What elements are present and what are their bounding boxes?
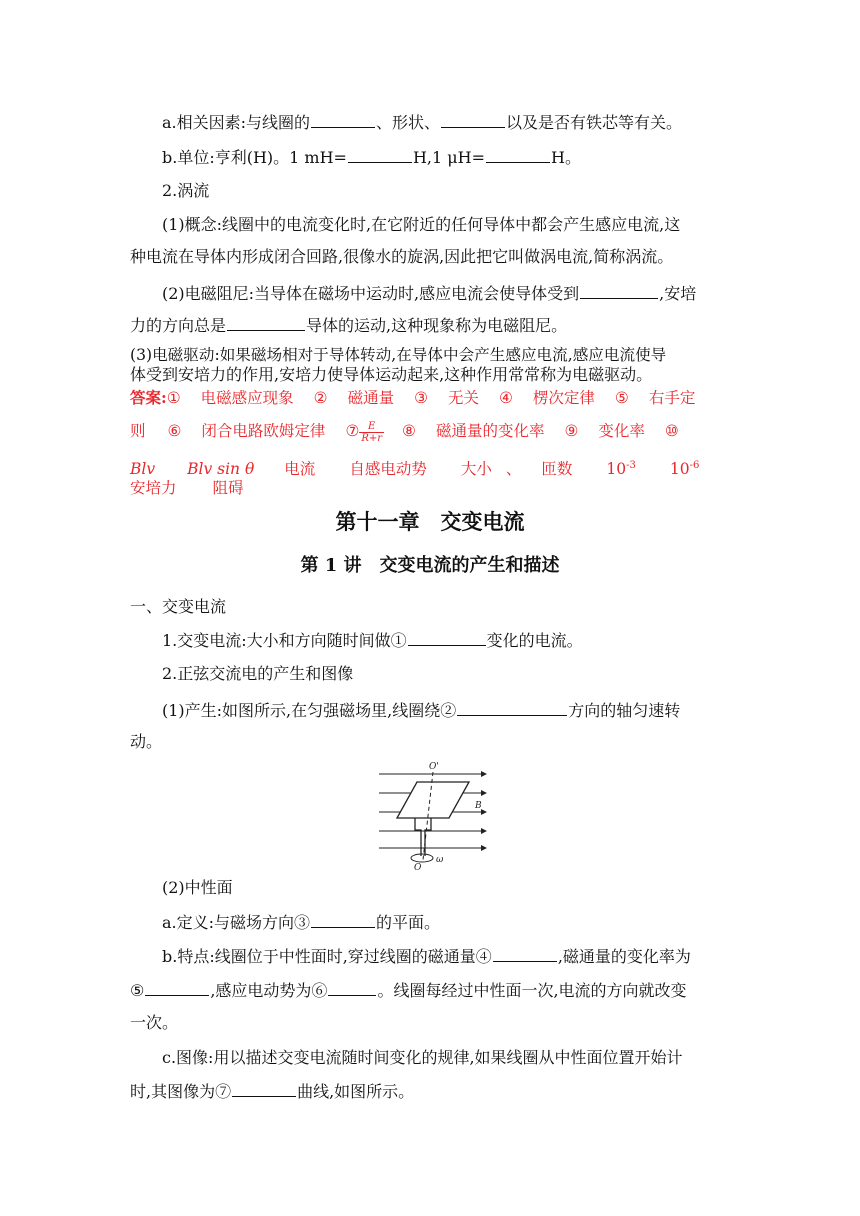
blank [227, 314, 305, 331]
ac-heading: 一、交变电流 [130, 597, 227, 616]
blank [328, 979, 376, 996]
unit-line [162, 146, 762, 169]
answer-item: Blv [130, 460, 156, 479]
answers-row-4 [130, 477, 730, 499]
answer-item: 匝数 [541, 460, 573, 479]
coil-loop [397, 782, 469, 818]
text: (2)电磁阻尼:当导体在磁场中运动时,感应电流会使导体受到 [162, 284, 580, 303]
text: ,感应电动势为⑥ [210, 981, 328, 1000]
blank [486, 146, 550, 163]
answer-item: ⑩ [664, 422, 679, 440]
damping-line-1 [162, 282, 762, 305]
blank [580, 282, 658, 299]
text: 1.交变电流:大小和方向随时间做① [162, 631, 407, 650]
ac-sine: 2.正弦交流电的产生和图像 [162, 664, 354, 683]
emf-fraction [359, 421, 384, 444]
answer-item: 、 [505, 460, 522, 479]
blank [232, 1080, 296, 1097]
neutral-feat-3: 一次。 [130, 1013, 179, 1032]
answer-exp: -3 [626, 460, 636, 471]
answer-item: 10 [606, 460, 627, 479]
label-o: O [414, 863, 422, 872]
answer-item: 10 [669, 460, 690, 479]
text: 导体的运动,这种现象称为电磁阻尼。 [306, 316, 568, 335]
answer-item: ⑧ [402, 422, 416, 440]
answers-row-1 [130, 387, 730, 409]
blank [145, 979, 209, 996]
text: 方向的轴匀速转 [568, 701, 681, 720]
answer-item: ⑥ [167, 422, 182, 440]
answer-item: ③ [414, 389, 428, 407]
text: b.特点:线圈位于中性面时,穿过线圈的磁通量④ [162, 947, 492, 966]
image-line-1: c.图像:用以描述交变电流随时间变化的规律,如果线圈从中性面位置开始计 [162, 1048, 683, 1067]
answer-item: ④ [499, 389, 513, 407]
answer-item: Blv sin θ [187, 460, 255, 479]
label-b: B [475, 801, 482, 811]
text: H。 [551, 148, 581, 167]
frac-numerator: E [359, 421, 384, 433]
text: 时,其图像为⑦ [130, 1082, 232, 1101]
frac-denominator: R+r [361, 432, 383, 444]
blank [311, 111, 375, 128]
rotation-arrow [411, 854, 433, 862]
answers-label: 答案: [130, 388, 167, 407]
text: ,安培 [659, 284, 697, 303]
answers-row-2 [130, 418, 730, 444]
label-omega: ω [436, 855, 444, 865]
answer-exp: -6 [689, 460, 700, 471]
answer-item: 闭合电路欧姆定律 [201, 422, 326, 440]
answer-item: ① [166, 389, 181, 407]
answer-item: 则 [130, 422, 146, 440]
answer-item: 自感电动势 [349, 460, 427, 479]
answer-item: 大小 [460, 460, 492, 479]
answer-item: 电流 [284, 460, 316, 479]
blank [457, 699, 567, 716]
text: 变化的电流。 [486, 631, 583, 650]
eddy-concept-2: 种电流在导体内形成闭合回路,很像水的旋涡,因此把它叫做涡电流,简称涡流。 [130, 247, 674, 266]
eddy-heading: 2.涡流 [162, 181, 210, 200]
label-o-prime: O' [429, 762, 439, 772]
text: 的平面。 [376, 913, 441, 932]
answer-item: 磁通量的变化率 [435, 422, 545, 440]
field-arrows [481, 771, 487, 851]
neutral-def [162, 911, 762, 934]
answer-item: 变化率 [598, 422, 645, 440]
answer-item: 电磁感应现象 [200, 389, 294, 407]
answer-item: ⑤ [614, 389, 629, 407]
answer-item: 右手定 [648, 389, 696, 407]
answer-item: 磁通量 [347, 389, 395, 407]
ac-gen-1 [162, 699, 762, 722]
answer-item: 无关 [447, 389, 479, 407]
chapter-title: 第十一章 交变电流 [335, 509, 525, 534]
answer-item: ⑨ [564, 422, 579, 440]
text: ⑤ [130, 981, 145, 1000]
coil-figure [377, 760, 487, 872]
answer-item: 安培力 [130, 479, 177, 497]
text: 曲线,如图所示。 [297, 1082, 415, 1101]
text: (1)产生:如图所示,在匀强磁场里,线圈绕② [162, 701, 457, 720]
section-title: 第 1 讲 交变电流的产生和描述 [300, 555, 560, 576]
drive-line-2: 体受到安培力的作用,安培力使导体运动起来,这种作用常常称为电磁驱动。 [130, 365, 653, 384]
blank [441, 111, 505, 128]
coil-leads [415, 818, 421, 856]
neutral-heading: (2)中性面 [162, 878, 233, 897]
text: 、形状、 [376, 113, 441, 132]
text: 以及是否有铁芯等有关。 [506, 113, 683, 132]
drive-line-1: (3)电磁驱动:如果磁场相对于导体转动,在导体中会产生感应电流,感应电流使导 [130, 346, 667, 364]
factors-line [162, 111, 762, 134]
blank [408, 629, 486, 646]
text: a.定义:与磁场方向③ [162, 913, 311, 932]
neutral-feat-2 [130, 979, 730, 1002]
text: 力的方向总是 [130, 316, 227, 335]
blank [493, 945, 557, 962]
answer-item: ② [313, 389, 328, 407]
blank [311, 911, 375, 928]
answer-item: 楞次定律 [532, 389, 595, 407]
ac-def [162, 629, 762, 652]
damping-line-2 [130, 314, 730, 337]
blank [348, 146, 412, 163]
neutral-feat-1 [162, 945, 762, 968]
text: a.相关因素:与线圈的 [162, 113, 311, 132]
text: ,磁通量的变化率为 [557, 947, 691, 966]
text: b.单位:亨利(H)。1 mH= [162, 148, 347, 167]
answer-item: ⑦ [345, 422, 360, 440]
answer-item: 阻碍 [212, 479, 244, 497]
text: 。线圈每经过中性面一次,电流的方向就改变 [377, 981, 687, 1000]
eddy-concept-1: (1)概念:线圈中的电流变化时,在它附近的任何导体中都会产生感应电流,这 [162, 215, 681, 234]
ac-gen-2: 动。 [130, 732, 163, 751]
text: H,1 μH= [412, 148, 486, 167]
image-line-2 [130, 1080, 730, 1103]
